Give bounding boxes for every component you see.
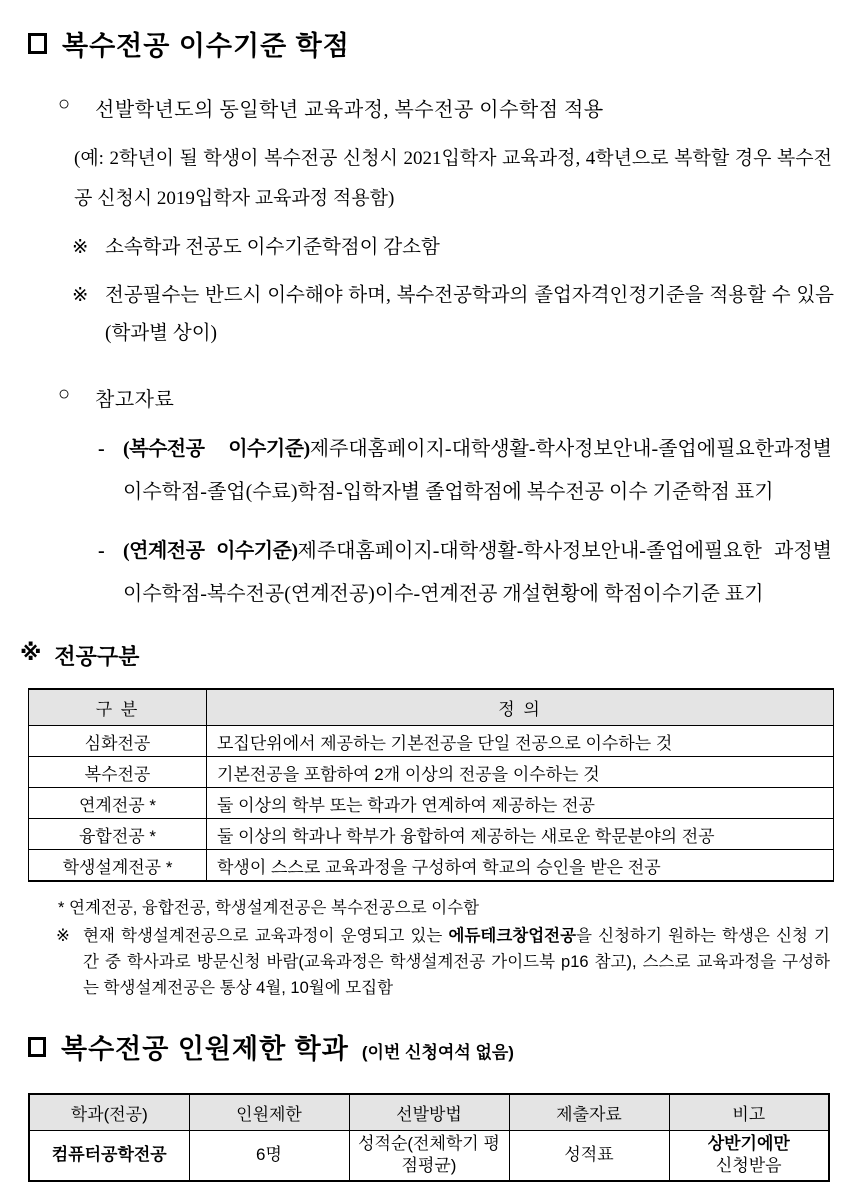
cell-definition: 둘 이상의 학부 또는 학과가 연계하여 제공하는 전공: [207, 788, 834, 819]
ref-label: (연계전공 이수기준): [123, 539, 298, 562]
section-subtitle: (이번 신청여석 없음): [361, 1043, 514, 1063]
table-row: [29, 850, 834, 881]
cell-category: 연계전공 *: [29, 788, 207, 819]
note-credit-reduction: [72, 229, 834, 267]
note-text: 전공필수는 반드시 이수해야 하며, 복수전공학과의 졸업자격인정기준을 적용할 수 있음(학과별 상이): [105, 284, 834, 344]
ref-text: [123, 530, 832, 616]
square-bullet-icon: [28, 33, 47, 54]
quota-limit-table: [28, 1093, 830, 1182]
header-dept: 학과(전공): [29, 1094, 189, 1130]
cell-category: 심화전공: [29, 726, 207, 757]
dash-bullet-icon: -: [98, 539, 105, 562]
footnote-bold: 에듀테크창업전공: [448, 926, 577, 945]
ref-body: 제주대홈페이지-대학생활-학사정보안내-졸업에필요한 과정별이수학점-복수전공(연계전공)이수-연계전공 개설현황에 학점이수기준 표기: [123, 539, 832, 605]
footnote-pre: 현재 학생설계전공으로 교육과정이 운영되고 있는: [83, 926, 449, 945]
table-footnote-edutech: [56, 923, 830, 1001]
header-category: 구 분: [29, 689, 207, 726]
table-header-row: [29, 689, 834, 726]
cell-definition: 학생이 스스로 교육과정을 구성하여 학교의 승인을 받은 전공: [207, 850, 834, 881]
cell-note-line1: 상반기에만: [707, 1134, 790, 1154]
table-row: [29, 1130, 829, 1181]
ref-text: [123, 428, 832, 514]
section-title-text: 복수전공 인원제한 학과: [61, 1034, 349, 1065]
section-title-text: 복수전공 이수기준 학점: [62, 31, 350, 61]
apply-item-text: 선발학년도의 동일학년 교육과정, 복수전공 이수학점 적용: [95, 99, 604, 121]
table-row: [29, 819, 834, 850]
table-footnote-asterisk: * 연계전공, 융합전공, 학생설계전공은 복수전공으로 이수함: [58, 898, 480, 917]
ref-body: 제주대홈페이지-대학생활-학사정보안내-졸업에필요한과정별 이수학점-졸업(수료)학점-입학자별 졸업학점에 복수전공 이수 기준학점 표기: [123, 437, 832, 503]
header-definition: 정 의: [207, 689, 834, 726]
table-row: [29, 757, 834, 788]
dash-bullet-icon: -: [98, 437, 105, 460]
cell-note-line2: 신청받음: [715, 1156, 782, 1176]
reference-item-text: 참고자료: [95, 388, 175, 411]
ref-double-major-path: [98, 428, 832, 514]
note-required-courses: [72, 277, 834, 353]
section-title-quota-limit: [28, 1027, 834, 1066]
table-header-row: [29, 1094, 829, 1130]
header-method: 선발방법: [349, 1094, 509, 1130]
circle-bullet-icon: ○: [58, 93, 71, 115]
cell-limit: 6명: [189, 1130, 349, 1181]
cell-category: 융합전공 *: [29, 819, 207, 850]
footnote-text: [83, 923, 830, 1001]
reference-mark-icon: ※: [20, 639, 42, 665]
cell-definition: 기본전공을 포함하여 2개 이상의 전공을 이수하는 것: [207, 757, 834, 788]
cell-note: [669, 1130, 829, 1181]
section-title-credit-criteria: [28, 24, 834, 63]
cell-category: 학생설계전공 *: [29, 850, 207, 881]
ref-label: (복수전공 이수기준): [123, 437, 310, 460]
cell-definition: 모집단위에서 제공하는 기본전공을 단일 전공으로 이수하는 것: [207, 726, 834, 757]
header-docs: 제출자료: [509, 1094, 669, 1130]
cell-method: 성적순(전체학기 평점평균): [349, 1130, 509, 1181]
example-paragraph: (예: 2학년이 될 학생이 복수전공 신청시 2021입학자 교육과정, 4학년으로 복학할 경우 복수전공 신청시 2019입학자 교육과정 적용함): [74, 148, 832, 209]
cell-definition: 둘 이상의 학과나 학부가 융합하여 제공하는 새로운 학문분야의 전공: [207, 819, 834, 850]
cell-dept: 컴퓨터공학전공: [29, 1130, 189, 1181]
ref-linked-major-path: [98, 530, 832, 616]
header-limit: 인원제한: [189, 1094, 349, 1130]
reference-mark-icon: ※: [72, 284, 89, 306]
table-row: [29, 726, 834, 757]
square-bullet-icon: [28, 1037, 46, 1057]
reference-item: [58, 383, 834, 412]
apply-item: [58, 93, 834, 122]
circle-bullet-icon: ○: [58, 382, 71, 405]
header-note: 비고: [669, 1094, 829, 1130]
reference-mark-icon: ※: [72, 236, 89, 258]
cell-category: 복수전공: [29, 757, 207, 788]
cell-docs: 성적표: [509, 1130, 669, 1181]
table-row: [29, 788, 834, 819]
reference-mark-icon: ※: [56, 926, 70, 945]
major-types-table: [28, 688, 834, 882]
major-types-heading: [20, 640, 834, 671]
footnote-post: 을 신청하기 원하는 학생은 신청 기간 중 학사과로 방문신청 바람(교육과정은 학생설계전공 가이드북 p16 참고), 스스로 교육과정을 구성하는 학생설계전공은 통상 4월, 10월에 모집함: [83, 926, 830, 997]
major-types-heading-text: 전공구분: [54, 643, 140, 669]
note-text: 소속학과 전공도 이수기준학점이 감소함: [105, 236, 440, 258]
